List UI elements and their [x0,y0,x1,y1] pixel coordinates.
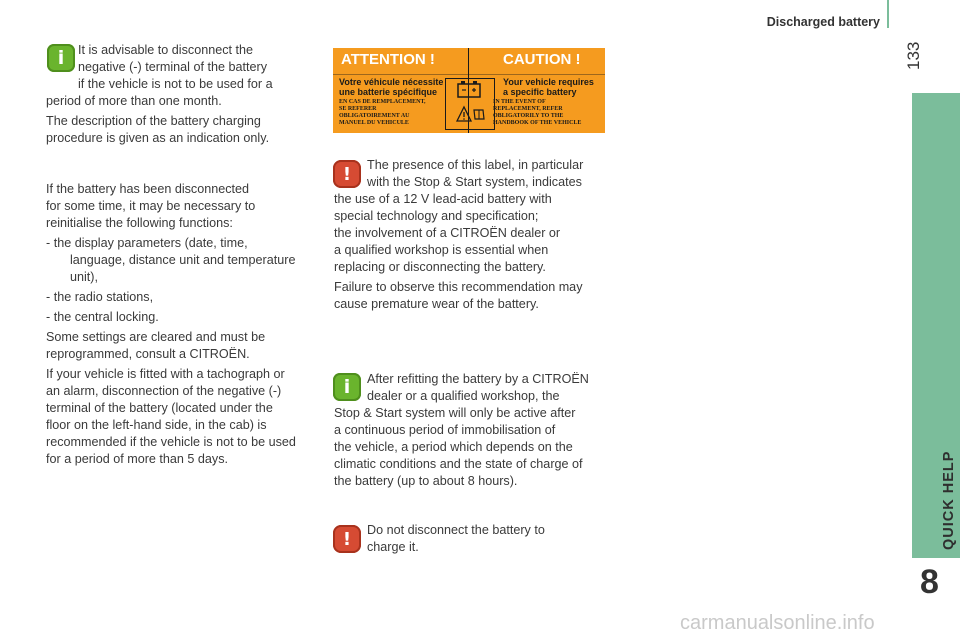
label-note-fr: EN CAS DE REMPLACEMENT, SE REFERER OBLIGATOIREMENT AU MANUEL DU VEHICULE [339,99,426,126]
warning-text-line: the involvement of a CITROËN dealer or [334,226,561,240]
info-text-line: the vehicle, a period which depends on the [334,440,573,454]
chapter-label: QUICK HELP [941,450,957,550]
paragraph-line: procedure is given as an indication only. [46,131,270,145]
watermark: carmanualsonline.info [680,612,875,634]
warning-text-line: Do not disconnect the battery to [367,523,545,537]
paragraph-line: The description of the battery charging [46,114,261,128]
paragraph-line: reprogrammed, consult a CITROËN. [46,347,250,361]
paragraph-line: recommended if the vehicle is not to be used [46,435,296,449]
paragraph-line: If your vehicle is fitted with a tachograph or [46,367,285,381]
info-text-line: if the vehicle is not to be used for a [78,77,273,91]
info-text-line: Stop & Start system will only be active after [334,406,576,420]
paragraph-line: floor on the left-hand side, in the cab) is [46,418,267,432]
section-title: Discharged battery [766,15,880,29]
list-item: - the central locking. [46,310,159,324]
info-text-line: period of more than one month. [46,94,222,108]
info-text-line: the battery (up to about 8 hours). [334,474,518,488]
list-item-continuation: language, distance unit and temperature [70,253,296,267]
info-icon: i [47,44,75,72]
paragraph-line: for some time, it may be necessary to [46,199,256,213]
paragraph-line: an alarm, disconnection of the negative (-) [46,384,282,398]
info-icon: i [333,373,361,401]
paragraph-line: reinitialise the following functions: [46,216,233,230]
label-title-en: CAUTION ! [503,51,581,68]
paragraph-line: If the battery has been disconnected [46,182,250,196]
list-item: - the display parameters (date, time, [46,236,248,250]
label-divider [333,74,605,75]
battery-icon [446,79,494,129]
info-text-line: negative (-) terminal of the battery [78,60,267,74]
warning-text-line: cause premature wear of the battery. [334,297,539,311]
info-text-line: After refitting the battery by a CITROËN [367,372,589,386]
warning-text-line: Failure to observe this recommendation may [334,280,583,294]
chapter-number: 8 [920,563,939,601]
warning-text-line: replacing or disconnecting the battery. [334,260,546,274]
warning-icon: ! [333,525,361,553]
label-subtitle-fr: Votre véhicule nécessite une batterie spécifique [339,77,444,97]
list-item: - the radio stations, [46,290,154,304]
label-subtitle-en: Your vehicle requires a specific battery [503,77,594,97]
paragraph-line: terminal of the battery (located under the [46,401,273,415]
header-divider [887,0,889,28]
list-item-continuation: unit), [70,270,98,284]
info-text-line: dealer or a qualified workshop, the [367,389,560,403]
label-symbol-box [445,78,495,130]
warning-text-line: a qualified workshop is essential when [334,243,549,257]
warning-icon: ! [333,160,361,188]
paragraph-line: for a period of more than 5 days. [46,452,229,466]
warning-text-line: charge it. [367,540,419,554]
warning-text-line: with the Stop & Start system, indicates [367,175,582,189]
battery-warning-label [333,48,605,133]
warning-text-line: The presence of this label, in particular [367,158,584,172]
info-text-line: It is advisable to disconnect the [78,43,254,57]
label-title-fr: ATTENTION ! [341,51,435,68]
label-note-en: IN THE EVENT OF REPLACEMENT, REFER OBLIGATORILY TO THE HANDBOOK OF THE VEHICLE [493,99,582,126]
page-number: 133 [904,41,923,70]
warning-text-line: special technology and specification; [334,209,539,223]
info-text-line: a continuous period of immobilisation of [334,423,556,437]
info-text-line: climatic conditions and the state of charge of [334,457,583,471]
paragraph-line: Some settings are cleared and must be [46,330,266,344]
warning-text-line: the use of a 12 V lead-acid battery with [334,192,552,206]
